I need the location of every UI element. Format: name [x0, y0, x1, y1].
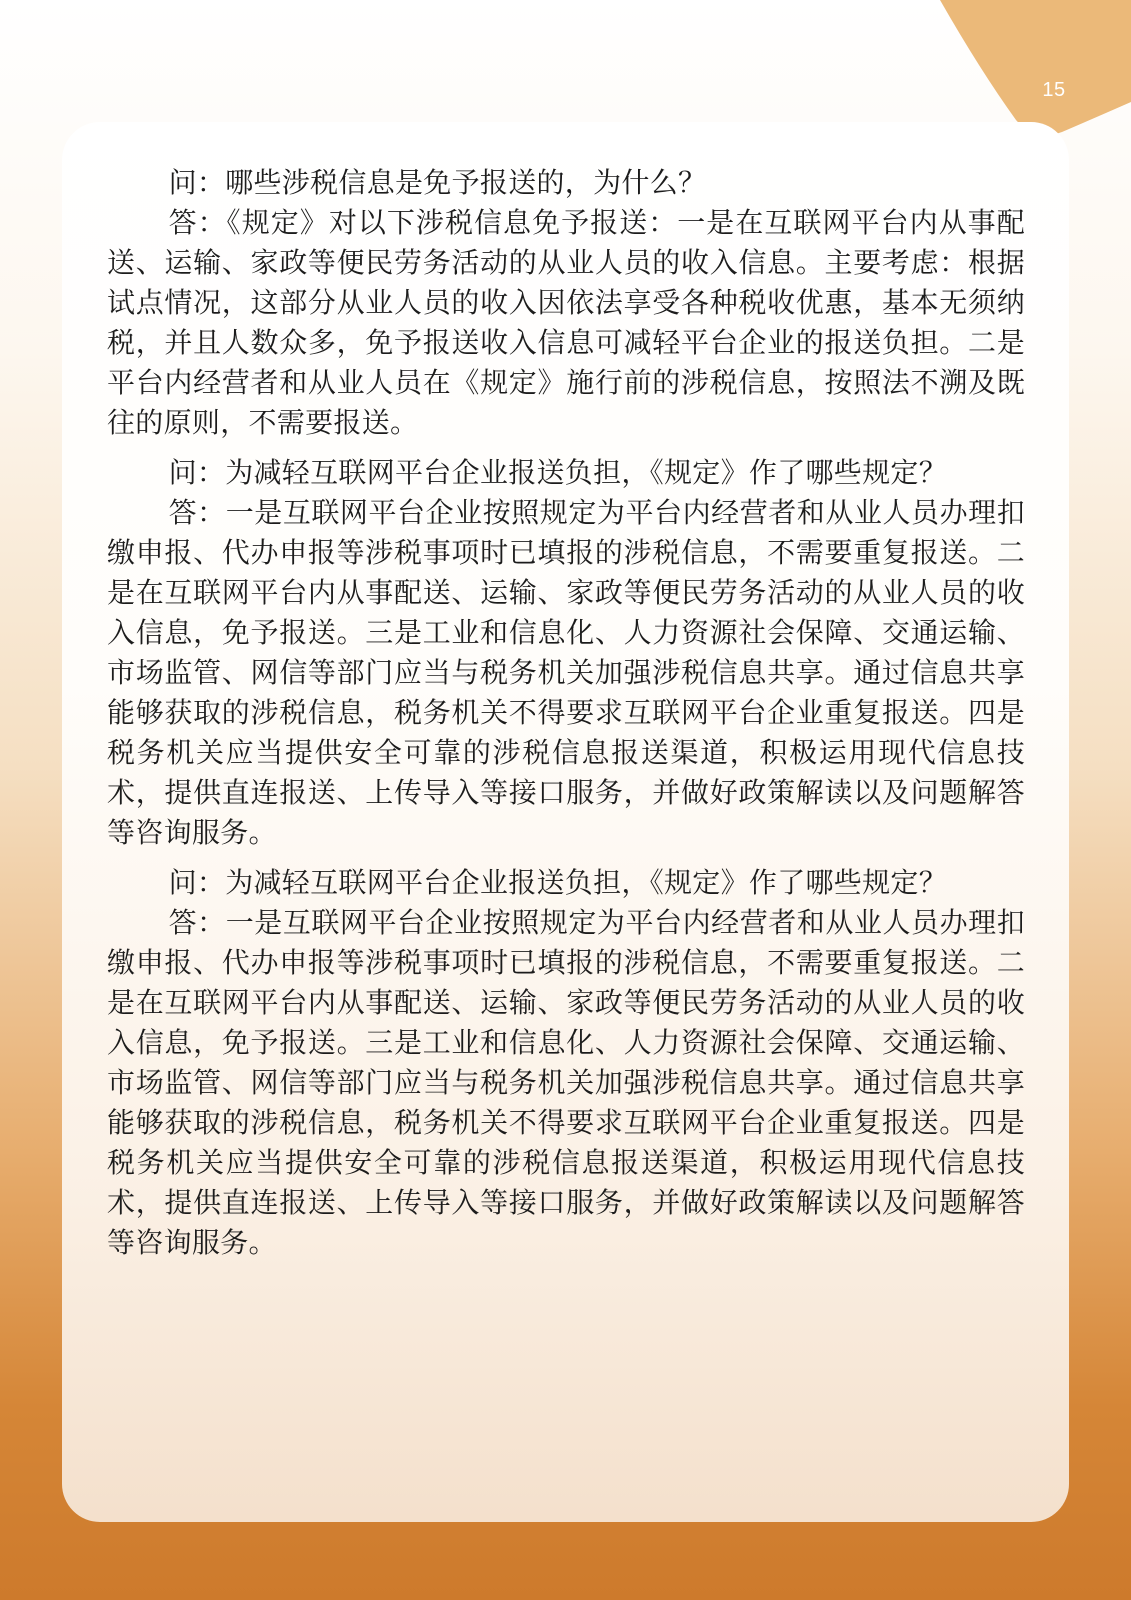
answer-paragraph: 答：一是互联网平台企业按照规定为平台内经营者和从业人员办理扣缴申报、代办申报等涉税事项时已填报的涉税信息，不需要重复报送。二是在互联网平台内从事配送、运输、家政等便民劳务活动的从业人员的收入信息，免予报送。三是工业和信息化、人力资源社会保障、交通运输、市场监管、网信等部门应当与税务机关加强涉税信息共享。通过信息共享能够获取的涉税信息，税务机关不得要求互联网平台企业重复报送。四是税务机关应当提供安全可靠的涉税信息报送渠道，积极运用现代信息技术，提供直连报送、上传导入等接口服务，并做好政策解读以及问题解答等咨询服务。 — [107, 906, 1025, 1259]
qa-block-2 — [107, 453, 1025, 853]
question-paragraph: 问：为减轻互联网平台企业报送负担，《规定》作了哪些规定？ — [168, 456, 947, 489]
page-corner-shape — [940, 0, 1131, 135]
page-number: 15 — [1042, 79, 1066, 101]
qa-block-1 — [107, 163, 1025, 443]
question-paragraph: 问：为减轻互联网平台企业报送负担，《规定》作了哪些规定？ — [168, 866, 947, 899]
qa-block-3 — [107, 863, 1025, 1263]
answer-paragraph: 答：一是互联网平台企业按照规定为平台内经营者和从业人员办理扣缴申报、代办申报等涉税事项时已填报的涉税信息，不需要重复报送。二是在互联网平台内从事配送、运输、家政等便民劳务活动的从业人员的收入信息，免予报送。三是工业和信息化、人力资源社会保障、交通运输、市场监管、网信等部门应当与税务机关加强涉税信息共享。通过信息共享能够获取的涉税信息，税务机关不得要求互联网平台企业重复报送。四是税务机关应当提供安全可靠的涉税信息报送渠道，积极运用现代信息技术，提供直连报送、上传导入等接口服务，并做好政策解读以及问题解答等咨询服务。 — [107, 496, 1025, 849]
content-card — [62, 122, 1069, 1522]
question-paragraph: 问：哪些涉税信息是免予报送的，为什么？ — [168, 166, 707, 199]
page-corner-tab — [940, 0, 1131, 140]
answer-paragraph: 答：《规定》对以下涉税信息免予报送：一是在互联网平台内从事配送、运输、家政等便民劳务活动的从业人员的收入信息。主要考虑：根据试点情况，这部分从业人员的收入因依法享受各种税收优惠，基本无须纳税，并且人数众多，免予报送收入信息可减轻平台企业的报送负担。二是平台内经营者和从业人员在《规定》施行前的涉税信息，按照法不溯及既往的原则，不需要报送。 — [107, 206, 1025, 439]
